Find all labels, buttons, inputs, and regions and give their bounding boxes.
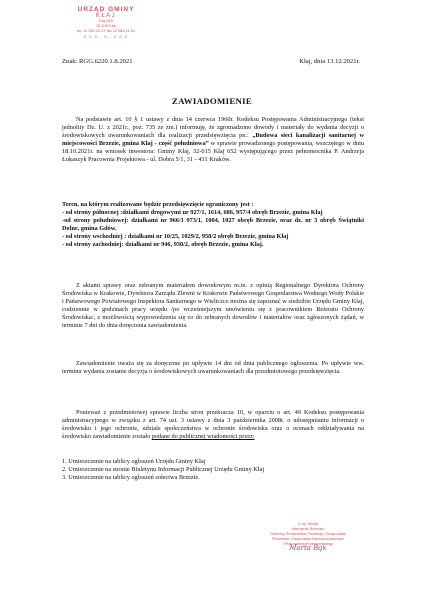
- signature-line: Z up. Wójta: [298, 521, 318, 526]
- official-stamp: [60, 6, 152, 39]
- area-heading: Teren, na którym realizowane będzie przedsięwzięcie ograniczony jest :: [62, 201, 254, 208]
- signature-line: Rolnictwa, Gospodarki Nieruchomościami: [271, 536, 344, 542]
- paragraph-delivery: Zawiadomienie uważa się za doręczone po upływie 14 dni od dnia publicznego ogłoszenia. Po upływie ww. terminu wydania zostanie decyzja o środowiskowych uwarunkowaniach dla przedmiotowego przedsięwzięcia.: [62, 360, 364, 376]
- paragraph-text: Ponieważ z przedmiotowej sprawie liczba stron przekracza 10, w oparciu o art. 49 Kodeksu postępowania administracyjnego w związku z art. 74 ust. 3 ustawy z dnia 3 października 2008r. o udostępnianiu informacji o środowisku i jego ochronie, udziale społeczeństwa w ochronie środowiska oraz o ocenach oddziaływania na środowisko zawiadomienie zostało: [62, 409, 364, 441]
- paragraph-publication: [62, 409, 364, 441]
- list-item: 1. Umieszczenie na tablicy ogłoszeń Urzędu Gminy Kłaj: [62, 458, 206, 465]
- reference-number: Znak: RGG.6220.1.8.2021: [62, 58, 133, 65]
- area-boundaries: [62, 201, 364, 250]
- paragraph-text: Na podstawie art. 10 § 1 ustawy z dnia 14 czerwca 1960r. Kodeksu Postępowania Administracyjnego (tekst jednolity Dz. U. z 2021r., poz. 735 ze zm.) informuję, że zgromadzono dowody i materiały do wydania decyzji o środowiskowych uwarunkowaniach dla realizacji przedsięwzięcia pn.:: [62, 116, 364, 140]
- list-item: 3. Umieszczenie na tablicy ogłoszeń sołectwa Brzezie.: [62, 474, 200, 482]
- paragraph-case-files: Z aktami sprawy oraz zebranym materiałem dowodowym m.in. z opinią Regionalnego Dyrektora Ochrony Środowiska w Krakowie, Dyrektora Zarządu Zlewni w Krakowie Państwowego Gospodarstwa Wodnego Wody Polskie i Państwowego Powiatowego Inspektora Sanitarnego w Wieliczce można się zapoznać w siedzibie Urzędu Gminy Kłaj, codziennie w godzinach pracy urzędu /po wcześniejszym umówieniu się z pracownikiem Referatu Ochrony Środowiska/, z możliwością wypowiedzenia się co do zebranych dowodów i materiałów oraz zgłoszonych żądań, w terminie 7 dni do dnia doręczenia zawiadomienia.: [62, 282, 364, 330]
- list-item: 2. Umieszczenie na stronie Biuletynu Informacji Publicznej Urzędu Gminy Kłaj: [62, 466, 265, 474]
- notice-list: [62, 458, 364, 482]
- project-name: „Budowa sieci kanalizacji sanitarnej w miejscowości Brzezie, gmina Kłaj - część południowa”: [62, 132, 365, 148]
- stamp-line: URZĄD GMINY: [77, 6, 135, 13]
- document-title: ZAWIADOMIENIE: [171, 96, 253, 106]
- paragraph-legal-basis: [62, 116, 364, 165]
- paragraph-text: w sprawie prowadzonego postępowania, wszczętego w dniu 18.10.2021r. na wniosek inwestora: Gminy Kłaj, 32-015 Kłaj 652 występującego przez pełnomocnika P. Andrzeja Łukaszyk Pracownia Projektowa - ul. Dobra 5/1, 31 - 431 Kraków.: [62, 140, 364, 164]
- signature-line: i Planowania Przestrzennego: [282, 541, 334, 547]
- underlined-text: podane do publicznej wiadomości przez:: [151, 433, 255, 441]
- boundary-north: - od strony północnej :działkami drogowymi nr 927/1, 1614, 686, 957/4 obręb Brzezie, gmina Kłaj: [62, 209, 323, 217]
- stamp-line: 0 0 0 - 0 - 0 0 0: [83, 34, 129, 39]
- stamp-line: KŁAJ: [95, 13, 117, 19]
- document-date: Kłaj, dnia 13.12.2021r.: [299, 58, 360, 65]
- signature-line: Kierownik Referatu: [291, 526, 325, 532]
- boundary-east: - od strony wschodniej : działkami nr 10/25, 1029/2, 958/2 obręb Brzezie, gmina Kłaj: [62, 233, 289, 241]
- signature-stamp: [256, 521, 360, 552]
- stamp-line: tel. 12 281-10-17 fax 12 284-11-61: [76, 29, 136, 33]
- stamp-line: Kłaj 655: [99, 19, 113, 23]
- signature-name: Marta Bąk: [289, 544, 327, 553]
- stamp-line: 32-015 Kłaj: [96, 24, 116, 28]
- boundary-west: - od strony zachodniej: działkami nr 946, 930/2, obręb Brzezie, gmina Kłaj.: [62, 241, 264, 249]
- boundary-south: -od strony południowej: działkami nr 966/1 973/1, 1004, 1027 obręb Brzezie, oraz dz. nr 3 obręb Świątniki Dolne, gmina Gdów.: [62, 217, 364, 233]
- signature-line: Ochrony Środowiska, Rozwoju i Gospodarki: [270, 531, 346, 537]
